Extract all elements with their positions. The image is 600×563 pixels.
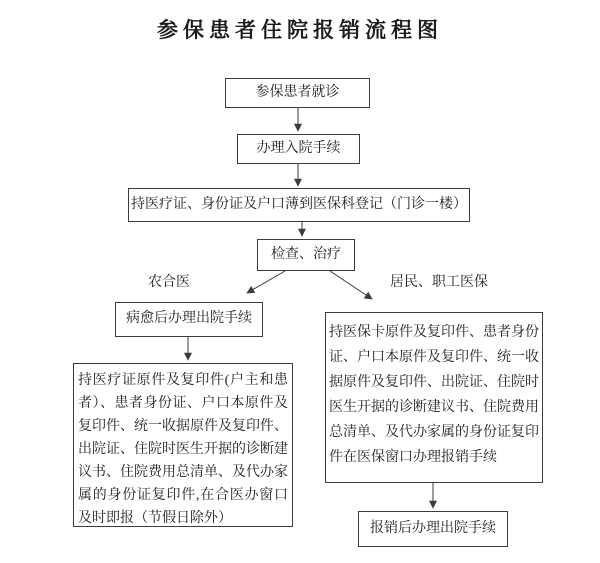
- node-patient-visit: 参保患者就诊: [225, 78, 370, 108]
- node-admission-procedure: 办理入院手续: [237, 134, 360, 164]
- page-title: 参保患者住院报销流程图: [157, 19, 443, 42]
- node-examination-treatment: 检查、治疗: [257, 239, 355, 271]
- node-discharge-after-reimbursement: 报销后办理出院手续: [358, 511, 508, 547]
- node-register-medical-insurance: 持医疗证、身份证及户口薄到医保科登记（门诊一楼）: [128, 188, 470, 222]
- node-insurance-window-reimbursement-detail: 持医保卡原件及复印件、患者身份证、户口本原件及复印件、统一收据原件及复印件、出院证、住院时医生开据的诊断建议书、住院费用总清单、及代办家属的身份证复印件在医保窗口办理报销手续: [325, 312, 543, 483]
- arrow-treatment-to-left-discharge: [247, 271, 285, 293]
- node-rural-cooperative-reimbursement-detail: 持医疗证原件及复印件(户主和患者）、患者身份证、户口本原件及复印件、统一收据原件及复印件、出院证、住院时医生开据的诊断建议书、住院费用总清单、及代办家属的身份证复印件,在合医办窗口及时即报（节假日除外）: [73, 363, 293, 527]
- branch-label-resident-employee-insurance: 居民、职工医保: [390, 275, 488, 290]
- arrow-treatment-to-right-detail: [330, 271, 372, 299]
- branch-label-rural-cooperative: 农合医: [148, 275, 190, 290]
- node-discharge-after-recovery: 病愈后办理出院手续: [115, 302, 263, 337]
